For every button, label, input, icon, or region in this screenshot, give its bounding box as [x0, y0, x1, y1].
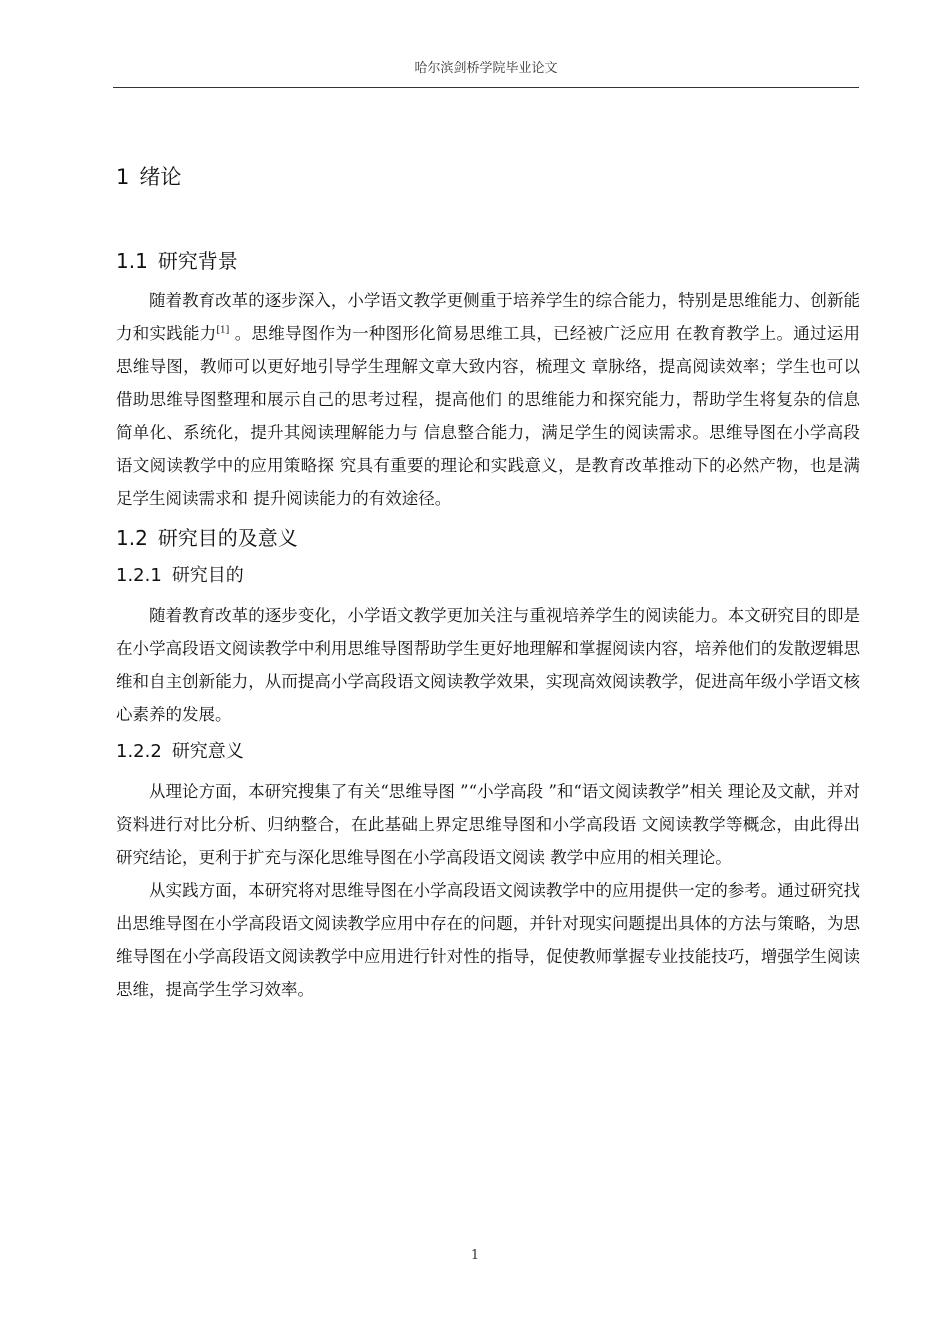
- subsection-title: 研究目的: [171, 565, 244, 586]
- chapter-number: 1: [116, 165, 130, 189]
- subsection-title: 研究意义: [171, 741, 244, 762]
- section-number: 1.2: [116, 526, 148, 550]
- section-title: 研究目的及意义: [157, 526, 298, 550]
- subsection-number: 1.2.1: [116, 565, 162, 586]
- section-number: 1.1: [116, 249, 148, 273]
- chapter-title: 绪论: [139, 165, 182, 189]
- section-heading-1-2: [116, 521, 860, 555]
- section-title: 研究背景: [157, 249, 238, 273]
- paragraph-purpose: 随着教育改革的逐步变化，小学语文教学更加关注与重视培养学生的阅读能力。本文研究目的即是在小学高段语文阅读教学中利用思维导图帮助学生更好地理解和掌握阅读内容，培养他们的发散逻辑思维和自主创新能力，从而提高小学高段语文阅读教学效果，实现高效阅读教学，促进高年级小学语文核心素养的发展。: [116, 606, 860, 724]
- citation-ref: [1]: [216, 325, 230, 336]
- background-text-1: 随着教育改革的逐步深入，小学语文教学更侧重于培养学生的综合能力，特别是思维能力、创新能力和实践能力: [116, 291, 860, 343]
- paragraph-significance-practice: 从实践方面，本研究将对思维导图在小学高段语文阅读教学中的应用提供一定的参考。通过研究找出思维导图在小学高段语文阅读教学应用中存在的问题，并针对现实问题提出具体的方法与策略，为思维导图在小学高段语文阅读教学中应用进行针对性的指导，促使教师掌握专业技能技巧，增强学生阅读思维，提高学生学习效率。: [116, 881, 860, 999]
- background-text-2: 。思维导图作为一种图形化简易思维工具，已经被广泛应用 在教育教学上。通过运用思维导图，教师可以更好地引导学生理解文章大致内容，梳理文 章脉络，提高阅读效率；学生也可以借助思维导图整理和展示自己的思考过程，提高他们 的思维能力和探究能力，帮助学生将复杂的信息简单化、系统化，提升其阅读理解能力与 信息整合能力，满足学生的阅读需求。思维导图在小学高段语文阅读教学中的应用策略探 究具有重要的理论和实践意义，是教育改革推动下的必然产物，也是满足学生阅读需求和 提升阅读能力的有效途径。: [116, 324, 861, 508]
- header-rule: [113, 87, 859, 88]
- running-header: 哈尔滨剑桥学院毕业论文: [414, 61, 558, 76]
- paragraph-background: [116, 284, 860, 515]
- subsection-heading-1-2-2: [116, 737, 860, 767]
- subsection-number: 1.2.2: [116, 741, 162, 762]
- chapter-heading: [116, 158, 860, 196]
- page-content: [116, 158, 860, 1006]
- paragraph-significance-theory: 从理论方面，本研究搜集了有关“思维导图 ”“小学高段 ”和“语文阅读教学”相关 理论及文献，并对资料进行对比分析、归纳整合，在此基础上界定思维导图和小学高段语 文阅读教学等概念，由此得出研究结论，更利于扩充与深化思维导图在小学高段语文阅读 教学中应用的相关理论。: [116, 782, 860, 867]
- subsection-heading-1-2-1: [116, 561, 860, 591]
- page-number: 1: [470, 1248, 480, 1263]
- section-heading-1-1: [116, 244, 860, 278]
